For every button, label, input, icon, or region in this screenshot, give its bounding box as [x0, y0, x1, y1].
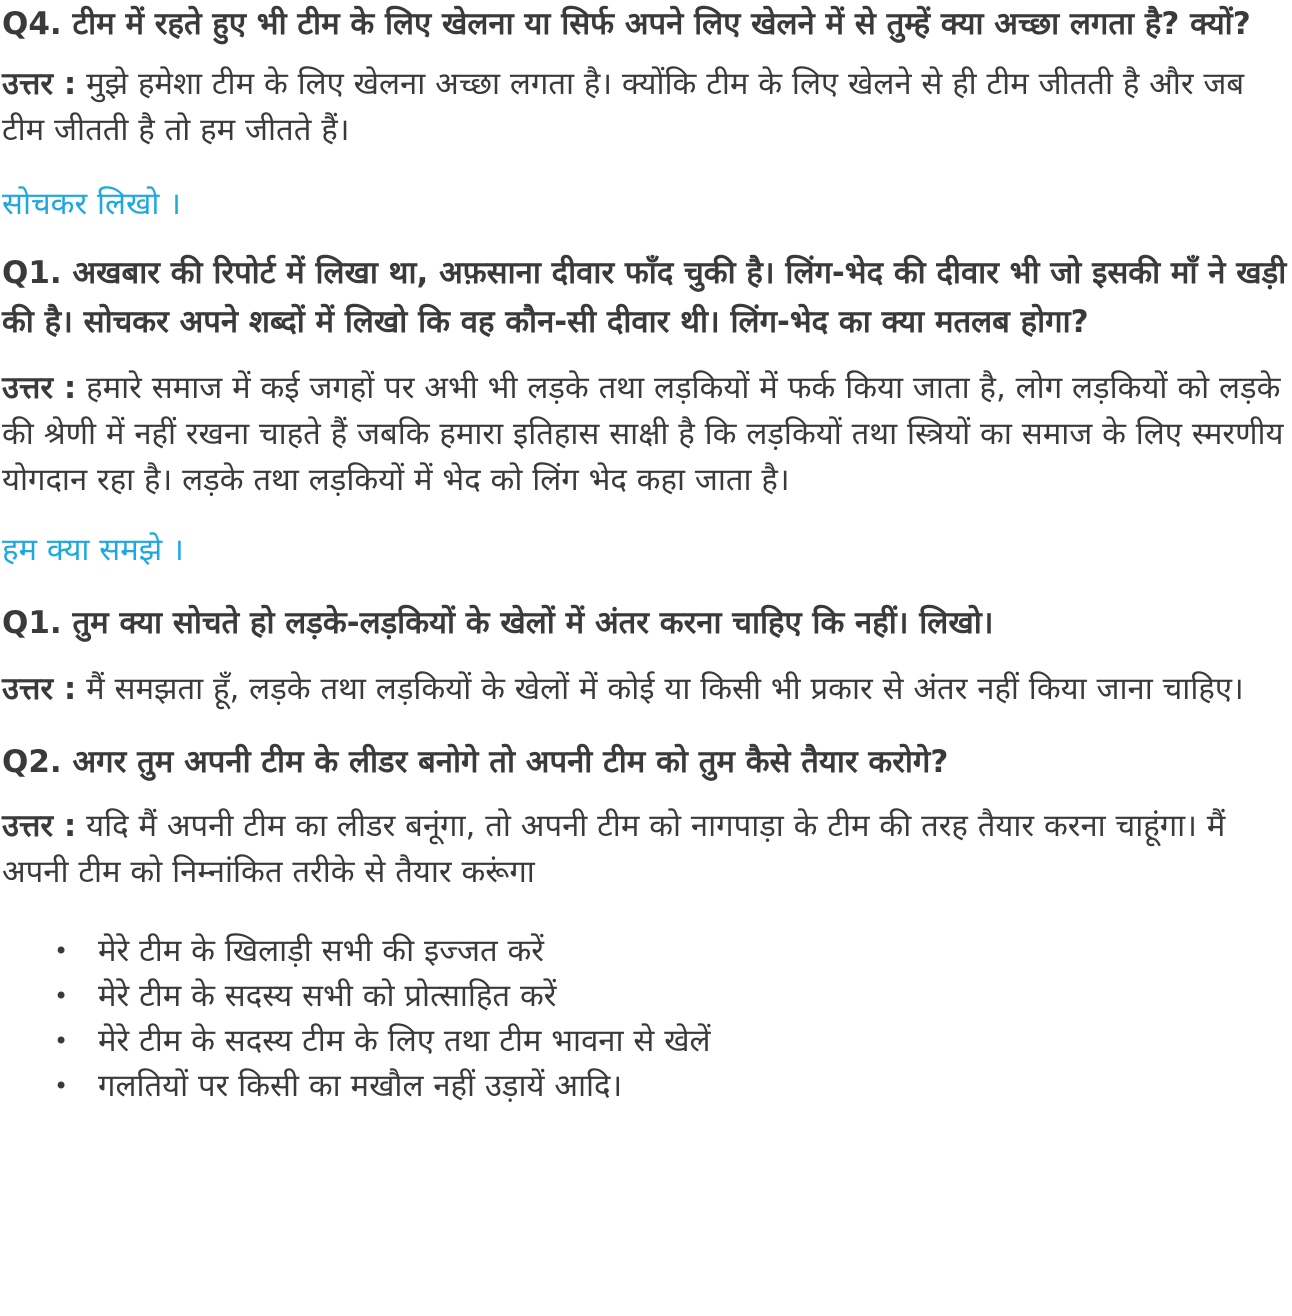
- bullet-icon: •: [54, 937, 69, 965]
- answer-text: यदि मैं अपनी टीम का लीडर बनूंगा, तो अपनी टीम को नागपाड़ा के टीम की तरह तैयार करना चाहूंगा। मैं अपनी टीम को निम्नांकित तरीके से तैयार करूंगा: [2, 808, 1226, 890]
- list-item-text: गलतियों पर किसी का मखौल नहीं उड़ायें आदि।: [98, 1068, 623, 1104]
- section-heading-sochkar-likho: सोचकर लिखो ।: [2, 186, 182, 222]
- answer-label: उत्तर :: [2, 66, 77, 102]
- list-item-text: मेरे टीम के खिलाड़ी सभी की इज्जत करें: [98, 933, 544, 969]
- question-s1-q1: Q1. अखबार की रिपोर्ट में लिखा था, अफ़साना दीवार फाँद चुकी है। लिंग-भेद की दीवार भी जो इसकी माँ ने खड़ी की है। सोचकर अपने शब्दों में लिखो कि वह कौन-सी दीवार थी। लिंग-भेद का क्या मतलब होगा?: [2, 255, 1287, 340]
- bullet-icon: •: [54, 1072, 69, 1100]
- list-item-text: मेरे टीम के सदस्य सभी को प्रोत्साहित करें: [98, 978, 557, 1014]
- answer-text: मुझे हमेशा टीम के लिए खेलना अच्छा लगता है। क्योंकि टीम के लिए खेलने से ही टीम जीतती है और जब टीम जीतती है तो हम जीतते हैं।: [2, 66, 1245, 148]
- list-item: [2, 1019, 1288, 1064]
- list-item: [2, 974, 1288, 1019]
- answer-text: हमारे समाज में कई जगहों पर अभी भी लड़के तथा लड़कियों में फर्क किया जाता है, लोग लड़कियों को लड़के की श्रेणी में नहीं रखना चाहते हैं जबकि हमारा इतिहास साक्षी है कि लड़कियों तथा स्त्रियों का समाज के लिए स्मरणीय योगदान रहा है। लड़के तथा लड़कियों में भेद को लिंग भेद कहा जाता है।: [2, 370, 1284, 498]
- question-q4: Q4. टीम में रहते हुए भी टीम के लिए खेलना या सिर्फ अपने लिए खेलने में से तुम्हें क्या अच्छा लगता है? क्यों?: [2, 6, 1251, 42]
- bullet-icon: •: [54, 1027, 69, 1055]
- answer-label: उत्तर :: [2, 671, 77, 707]
- question-s2-q2: Q2. अगर तुम अपनी टीम के लीडर बनोगे तो अपनी टीम को तुम कैसे तैयार करोगे?: [2, 744, 949, 780]
- list-item: [2, 1064, 1288, 1109]
- answer-q4: [2, 61, 1288, 153]
- answer-points-list: [2, 929, 1288, 1109]
- answer-s2-q1: [2, 666, 1288, 712]
- answer-label: उत्तर :: [2, 370, 77, 406]
- section-heading-hum-kya-samjhe: हम क्या समझे ।: [2, 532, 184, 568]
- answer-label: उत्तर :: [2, 808, 77, 844]
- question-s2-q1: Q1. तुम क्या सोचते हो लड़के-लड़कियों के खेलों में अंतर करना चाहिए कि नहीं। लिखो।: [2, 605, 994, 641]
- list-item-text: मेरे टीम के सदस्य टीम के लिए तथा टीम भावना से खेलें: [98, 1023, 711, 1059]
- list-item: [2, 929, 1288, 974]
- answer-s1-q1: [2, 365, 1288, 503]
- answer-text: मैं समझता हूँ, लड़के तथा लड़कियों के खेलों में कोई या किसी भी प्रकार से अंतर नहीं किया जाना चाहिए।: [76, 671, 1244, 707]
- answer-s2-q2: [2, 803, 1288, 895]
- bullet-icon: •: [54, 982, 69, 1010]
